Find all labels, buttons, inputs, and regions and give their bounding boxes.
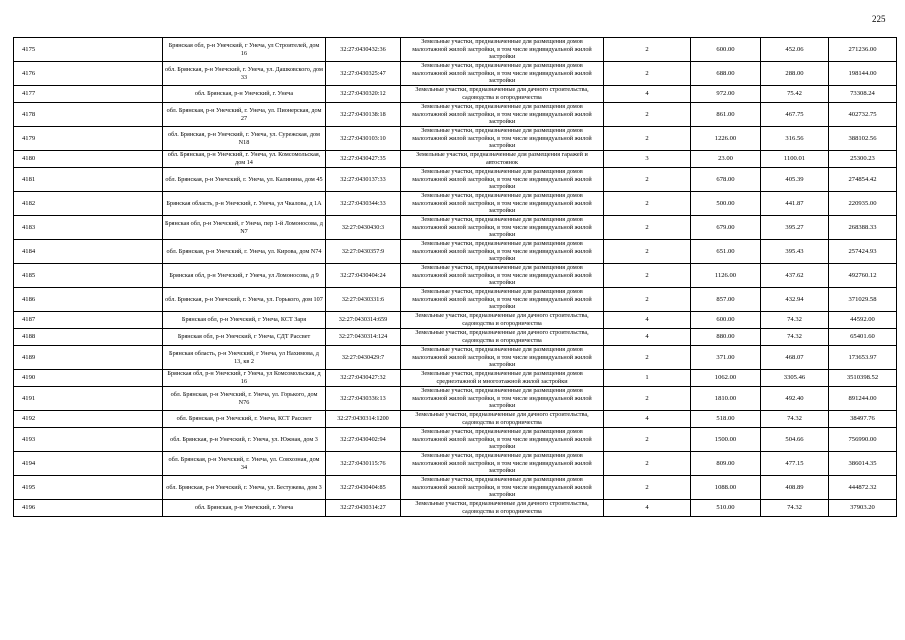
cadastral-value-cell: 492760.12 (829, 264, 897, 288)
area-cell: 880.00 (691, 329, 761, 346)
land-use-cell: Земельные участки, предназначенные для размещения гаражей и автостоянок (401, 151, 604, 168)
cadastral-value-cell: 891244.00 (829, 387, 897, 411)
row-number-cell: 4182 (14, 192, 163, 216)
table-row (14, 264, 897, 288)
land-use-cell: Земельные участки, предназначенные для размещения домов малоэтажной жилой застройки, в том числе индивидуальной жилой застройки (401, 38, 604, 62)
row-number-cell: 4180 (14, 151, 163, 168)
table-row (14, 346, 897, 370)
table-row (14, 312, 897, 329)
group-cell: 2 (604, 288, 691, 312)
area-cell: 972.00 (691, 86, 761, 103)
row-number-cell: 4187 (14, 312, 163, 329)
table-row (14, 38, 897, 62)
cadastral-number-cell: 32:27:0430432:36 (326, 38, 401, 62)
address-cell: обл. Брянская, р-н Унечский, г. Унеча, ул. Калинина, дом 45 (163, 168, 326, 192)
table-row (14, 240, 897, 264)
unit-value-cell: 1100.01 (761, 151, 829, 168)
address-cell: обл. Брянская, р-н Унечский, г. Унеча (163, 86, 326, 103)
land-use-cell: Земельные участки, предназначенные для размещения домов малоэтажной жилой застройки, в том числе индивидуальной жилой застройки (401, 476, 604, 500)
unit-value-cell: 492.40 (761, 387, 829, 411)
row-number-cell: 4175 (14, 38, 163, 62)
address-cell: Брянская область, р-н Унечский, г Унеча, ул Нахимова, д 13, кв 2 (163, 346, 326, 370)
cadastral-number-cell: 32:27:0430320:12 (326, 86, 401, 103)
group-cell: 2 (604, 476, 691, 500)
land-use-cell: Земельные участки, предназначенные для размещения домов среднеэтажной и многоэтажной жилой застройки (401, 370, 604, 387)
table-row (14, 500, 897, 517)
address-cell: Брянская обл, р-н Унечский, г Унеча, ул Строителей, дом 16 (163, 38, 326, 62)
cadastral-number-cell: 32:27:0430336:13 (326, 387, 401, 411)
cadastral-number-cell: 32:27:0430314:659 (326, 312, 401, 329)
land-use-cell: Земельные участки, предназначенные для размещения домов малоэтажной жилой застройки, в том числе индивидуальной жилой застройки (401, 127, 604, 151)
group-cell: 2 (604, 346, 691, 370)
cadastral-value-cell: 268388.33 (829, 216, 897, 240)
unit-value-cell: 316.56 (761, 127, 829, 151)
table-row (14, 288, 897, 312)
cadastral-number-cell: 32:27:0430137:33 (326, 168, 401, 192)
group-cell: 2 (604, 428, 691, 452)
cadastral-value-cell: 73308.24 (829, 86, 897, 103)
unit-value-cell: 408.89 (761, 476, 829, 500)
unit-value-cell: 74.32 (761, 329, 829, 346)
group-cell: 2 (604, 127, 691, 151)
group-cell: 4 (604, 86, 691, 103)
group-cell: 2 (604, 103, 691, 127)
cadastral-value-cell: 65401.60 (829, 329, 897, 346)
table-row (14, 192, 897, 216)
cadastral-number-cell: 32:27:0430314:124 (326, 329, 401, 346)
land-use-cell: Земельные участки, предназначенные для дачного строительства, садоводства и огородничества (401, 86, 604, 103)
table-row (14, 151, 897, 168)
area-cell: 1062.00 (691, 370, 761, 387)
cadastral-value-cell: 271236.00 (829, 38, 897, 62)
row-number-cell: 4179 (14, 127, 163, 151)
table-body (14, 38, 897, 517)
land-use-cell: Земельные участки, предназначенные для дачного строительства, садоводства и огородничества (401, 500, 604, 517)
table-row (14, 86, 897, 103)
land-use-cell: Земельные участки, предназначенные для размещения домов малоэтажной жилой застройки, в том числе индивидуальной жилой застройки (401, 62, 604, 86)
area-cell: 1500.00 (691, 428, 761, 452)
row-number-cell: 4189 (14, 346, 163, 370)
group-cell: 2 (604, 240, 691, 264)
row-number-cell: 4194 (14, 452, 163, 476)
row-number-cell: 4195 (14, 476, 163, 500)
area-cell: 500.00 (691, 192, 761, 216)
address-cell: Брянская обл, р-н Унечский, г Унеча, СДТ Рассвет (163, 329, 326, 346)
group-cell: 2 (604, 38, 691, 62)
row-number-cell: 4176 (14, 62, 163, 86)
row-number-cell: 4192 (14, 411, 163, 428)
cadastral-number-cell: 32:27:0430115:76 (326, 452, 401, 476)
group-cell: 1 (604, 370, 691, 387)
row-number-cell: 4188 (14, 329, 163, 346)
address-cell: обл. Брянская, р-н Унечский, г. Унеча (163, 500, 326, 517)
table-row (14, 216, 897, 240)
cadastral-value-cell: 198144.00 (829, 62, 897, 86)
table-row (14, 62, 897, 86)
area-cell: 1088.00 (691, 476, 761, 500)
unit-value-cell: 441.87 (761, 192, 829, 216)
cadastral-value-cell: 371029.58 (829, 288, 897, 312)
table-row (14, 168, 897, 192)
table-row (14, 387, 897, 411)
row-number-cell: 4183 (14, 216, 163, 240)
row-number-cell: 4193 (14, 428, 163, 452)
cadastral-number-cell: 32:27:0430103:10 (326, 127, 401, 151)
land-use-cell: Земельные участки, предназначенные для размещения домов малоэтажной жилой застройки, в том числе индивидуальной жилой застройки (401, 192, 604, 216)
row-number-cell: 4184 (14, 240, 163, 264)
address-cell: обл. Брянская, р-н Унечский, г. Унеча, ул. Совхозная, дом 34 (163, 452, 326, 476)
cadastral-number-cell: 32:27:0430430:3 (326, 216, 401, 240)
group-cell: 2 (604, 264, 691, 288)
address-cell: обл. Брянская, р-н Унечский, г. Унеча, ул. Пионерская, дом 27 (163, 103, 326, 127)
group-cell: 3 (604, 151, 691, 168)
cadastral-number-cell: 32:27:0430344:33 (326, 192, 401, 216)
address-cell: обл. Брянская, р-н Унечский, г. Унеча, КСТ Рассвет (163, 411, 326, 428)
unit-value-cell: 405.39 (761, 168, 829, 192)
unit-value-cell: 395.27 (761, 216, 829, 240)
cadastral-number-cell: 32:27:0430314:27 (326, 500, 401, 517)
area-cell: 1126.00 (691, 264, 761, 288)
cadastral-number-cell: 32:27:0430402:94 (326, 428, 401, 452)
area-cell: 857.00 (691, 288, 761, 312)
land-use-cell: Земельные участки, предназначенные для размещения домов малоэтажной жилой застройки, в том числе индивидуальной жилой застройки (401, 240, 604, 264)
address-cell: обл. Брянская, р-н Унечский, г. Унеча, ул. Кирова, дом N74 (163, 240, 326, 264)
group-cell: 4 (604, 312, 691, 329)
cadastral-value-cell: 25300.23 (829, 151, 897, 168)
cadastral-number-cell: 32:27:0430404:24 (326, 264, 401, 288)
cadastral-number-cell: 32:27:0430357:9 (326, 240, 401, 264)
cadastral-number-cell: 32:27:0430325:47 (326, 62, 401, 86)
row-number-cell: 4190 (14, 370, 163, 387)
table-row (14, 127, 897, 151)
cadastral-value-table (13, 37, 897, 517)
unit-value-cell: 74.32 (761, 312, 829, 329)
area-cell: 23.00 (691, 151, 761, 168)
address-cell: обл. Брянская, р-н Унечский, г. Унеча, ул. Южная, дом 3 (163, 428, 326, 452)
row-number-cell: 4177 (14, 86, 163, 103)
area-cell: 688.00 (691, 62, 761, 86)
group-cell: 2 (604, 62, 691, 86)
land-use-cell: Земельные участки, предназначенные для дачного строительства, садоводства и огородничества (401, 411, 604, 428)
unit-value-cell: 452.06 (761, 38, 829, 62)
unit-value-cell: 467.75 (761, 103, 829, 127)
unit-value-cell: 3305.46 (761, 370, 829, 387)
address-cell: обл. Брянская, р-н Унечский, г. Унеча, ул. Горького, дом N76 (163, 387, 326, 411)
land-use-cell: Земельные участки, предназначенные для размещения домов малоэтажной жилой застройки, в том числе индивидуальной жилой застройки (401, 428, 604, 452)
row-number-cell: 4181 (14, 168, 163, 192)
group-cell: 2 (604, 387, 691, 411)
area-cell: 1226.00 (691, 127, 761, 151)
table-row (14, 329, 897, 346)
area-cell: 371.00 (691, 346, 761, 370)
land-use-cell: Земельные участки, предназначенные для размещения домов малоэтажной жилой застройки, в том числе индивидуальной жилой застройки (401, 103, 604, 127)
address-cell: Брянская область, р-н Унечский, г. Унеча, ул Чкалова, д 1А (163, 192, 326, 216)
cadastral-number-cell: 32:27:0430314:1200 (326, 411, 401, 428)
area-cell: 600.00 (691, 312, 761, 329)
address-cell: обл. Брянская, р-н Унечский, г. Унеча, ул. Бестужева, дом 3 (163, 476, 326, 500)
land-use-cell: Земельные участки, предназначенные для размещения домов малоэтажной жилой застройки, в том числе индивидуальной жилой застройки (401, 216, 604, 240)
cadastral-value-cell: 173653.97 (829, 346, 897, 370)
group-cell: 2 (604, 192, 691, 216)
cadastral-value-cell: 220935.00 (829, 192, 897, 216)
cadastral-number-cell: 32:27:0430427:32 (326, 370, 401, 387)
unit-value-cell: 75.42 (761, 86, 829, 103)
cadastral-value-cell: 38497.76 (829, 411, 897, 428)
cadastral-value-cell: 257424.93 (829, 240, 897, 264)
group-cell: 4 (604, 500, 691, 517)
cadastral-value-cell: 756990.00 (829, 428, 897, 452)
group-cell: 4 (604, 411, 691, 428)
unit-value-cell: 504.66 (761, 428, 829, 452)
area-cell: 861.00 (691, 103, 761, 127)
address-cell: Брянская обл, р-н Унечский, г Унеча, пер 1-й Ломоносова, д N7 (163, 216, 326, 240)
address-cell: Брянская обл, р-н Унечский, г Унеча, ул Ломоносова, д 9 (163, 264, 326, 288)
land-use-cell: Земельные участки, предназначенные для дачного строительства, садоводства и огородничества (401, 329, 604, 346)
cadastral-number-cell: 32:27:0430138:18 (326, 103, 401, 127)
unit-value-cell: 74.32 (761, 500, 829, 517)
table-row (14, 411, 897, 428)
row-number-cell: 4185 (14, 264, 163, 288)
area-cell: 510.00 (691, 500, 761, 517)
cadastral-value-cell: 37903.20 (829, 500, 897, 517)
cadastral-value-cell: 388102.56 (829, 127, 897, 151)
table-row (14, 103, 897, 127)
land-use-cell: Земельные участки, предназначенные для размещения домов малоэтажной жилой застройки, в том числе индивидуальной жилой застройки (401, 346, 604, 370)
group-cell: 2 (604, 452, 691, 476)
land-use-cell: Земельные участки, предназначенные для размещения домов малоэтажной жилой застройки, в том числе индивидуальной жилой застройки (401, 264, 604, 288)
row-number-cell: 4178 (14, 103, 163, 127)
area-cell: 1810.00 (691, 387, 761, 411)
land-use-cell: Земельные участки, предназначенные для размещения домов малоэтажной жилой застройки, в том числе индивидуальной жилой застройки (401, 387, 604, 411)
land-use-cell: Земельные участки, предназначенные для размещения домов малоэтажной жилой застройки, в том числе индивидуальной жилой застройки (401, 288, 604, 312)
area-cell: 651.00 (691, 240, 761, 264)
cadastral-number-cell: 32:27:0430427:35 (326, 151, 401, 168)
land-use-cell: Земельные участки, предназначенные для размещения домов малоэтажной жилой застройки, в том числе индивидуальной жилой застройки (401, 168, 604, 192)
land-use-cell: Земельные участки, предназначенные для дачного строительства, садоводства и огородничества (401, 312, 604, 329)
cadastral-value-cell: 274854.42 (829, 168, 897, 192)
area-cell: 809.00 (691, 452, 761, 476)
group-cell: 4 (604, 329, 691, 346)
cadastral-value-cell: 444872.32 (829, 476, 897, 500)
unit-value-cell: 468.07 (761, 346, 829, 370)
address-cell: обл. Брянская, р-н Унечский, г. Унеча, ул. Комсомольская, дом 14 (163, 151, 326, 168)
row-number-cell: 4186 (14, 288, 163, 312)
cadastral-number-cell: 32:27:0430331:6 (326, 288, 401, 312)
unit-value-cell: 74.32 (761, 411, 829, 428)
group-cell: 2 (604, 168, 691, 192)
page-number: 225 (872, 14, 886, 24)
table-row (14, 370, 897, 387)
cadastral-value-cell: 402732.75 (829, 103, 897, 127)
address-cell: обл. Брянская, р-н Унечский, г. Унеча, ул. Дашковского, дом 33 (163, 62, 326, 86)
cadastral-number-cell: 32:27:0430404:85 (326, 476, 401, 500)
unit-value-cell: 288.00 (761, 62, 829, 86)
address-cell: обл. Брянская, р-н Унечский, г. Унеча, ул. Сурежская, дом N18 (163, 127, 326, 151)
cadastral-value-cell: 3510398.52 (829, 370, 897, 387)
address-cell: Брянская обл, р-н Унечский, г Унеча, ул Комсомольская, д 16 (163, 370, 326, 387)
address-cell: Брянская обл, р-н Унечский, г Унеча, КСТ Заря (163, 312, 326, 329)
table-row (14, 428, 897, 452)
address-cell: обл. Брянская, р-н Унечский, г. Унеча, ул. Горького, дом 107 (163, 288, 326, 312)
row-number-cell: 4196 (14, 500, 163, 517)
group-cell: 2 (604, 216, 691, 240)
land-use-cell: Земельные участки, предназначенные для размещения домов малоэтажной жилой застройки, в том числе индивидуальной жилой застройки (401, 452, 604, 476)
unit-value-cell: 395.43 (761, 240, 829, 264)
unit-value-cell: 477.15 (761, 452, 829, 476)
table-row (14, 476, 897, 500)
area-cell: 600.00 (691, 38, 761, 62)
area-cell: 678.00 (691, 168, 761, 192)
cadastral-value-cell: 44592.00 (829, 312, 897, 329)
cadastral-value-cell: 386014.35 (829, 452, 897, 476)
row-number-cell: 4191 (14, 387, 163, 411)
area-cell: 679.00 (691, 216, 761, 240)
unit-value-cell: 437.62 (761, 264, 829, 288)
unit-value-cell: 432.94 (761, 288, 829, 312)
cadastral-number-cell: 32:27:0430429:7 (326, 346, 401, 370)
area-cell: 518.00 (691, 411, 761, 428)
table-row (14, 452, 897, 476)
